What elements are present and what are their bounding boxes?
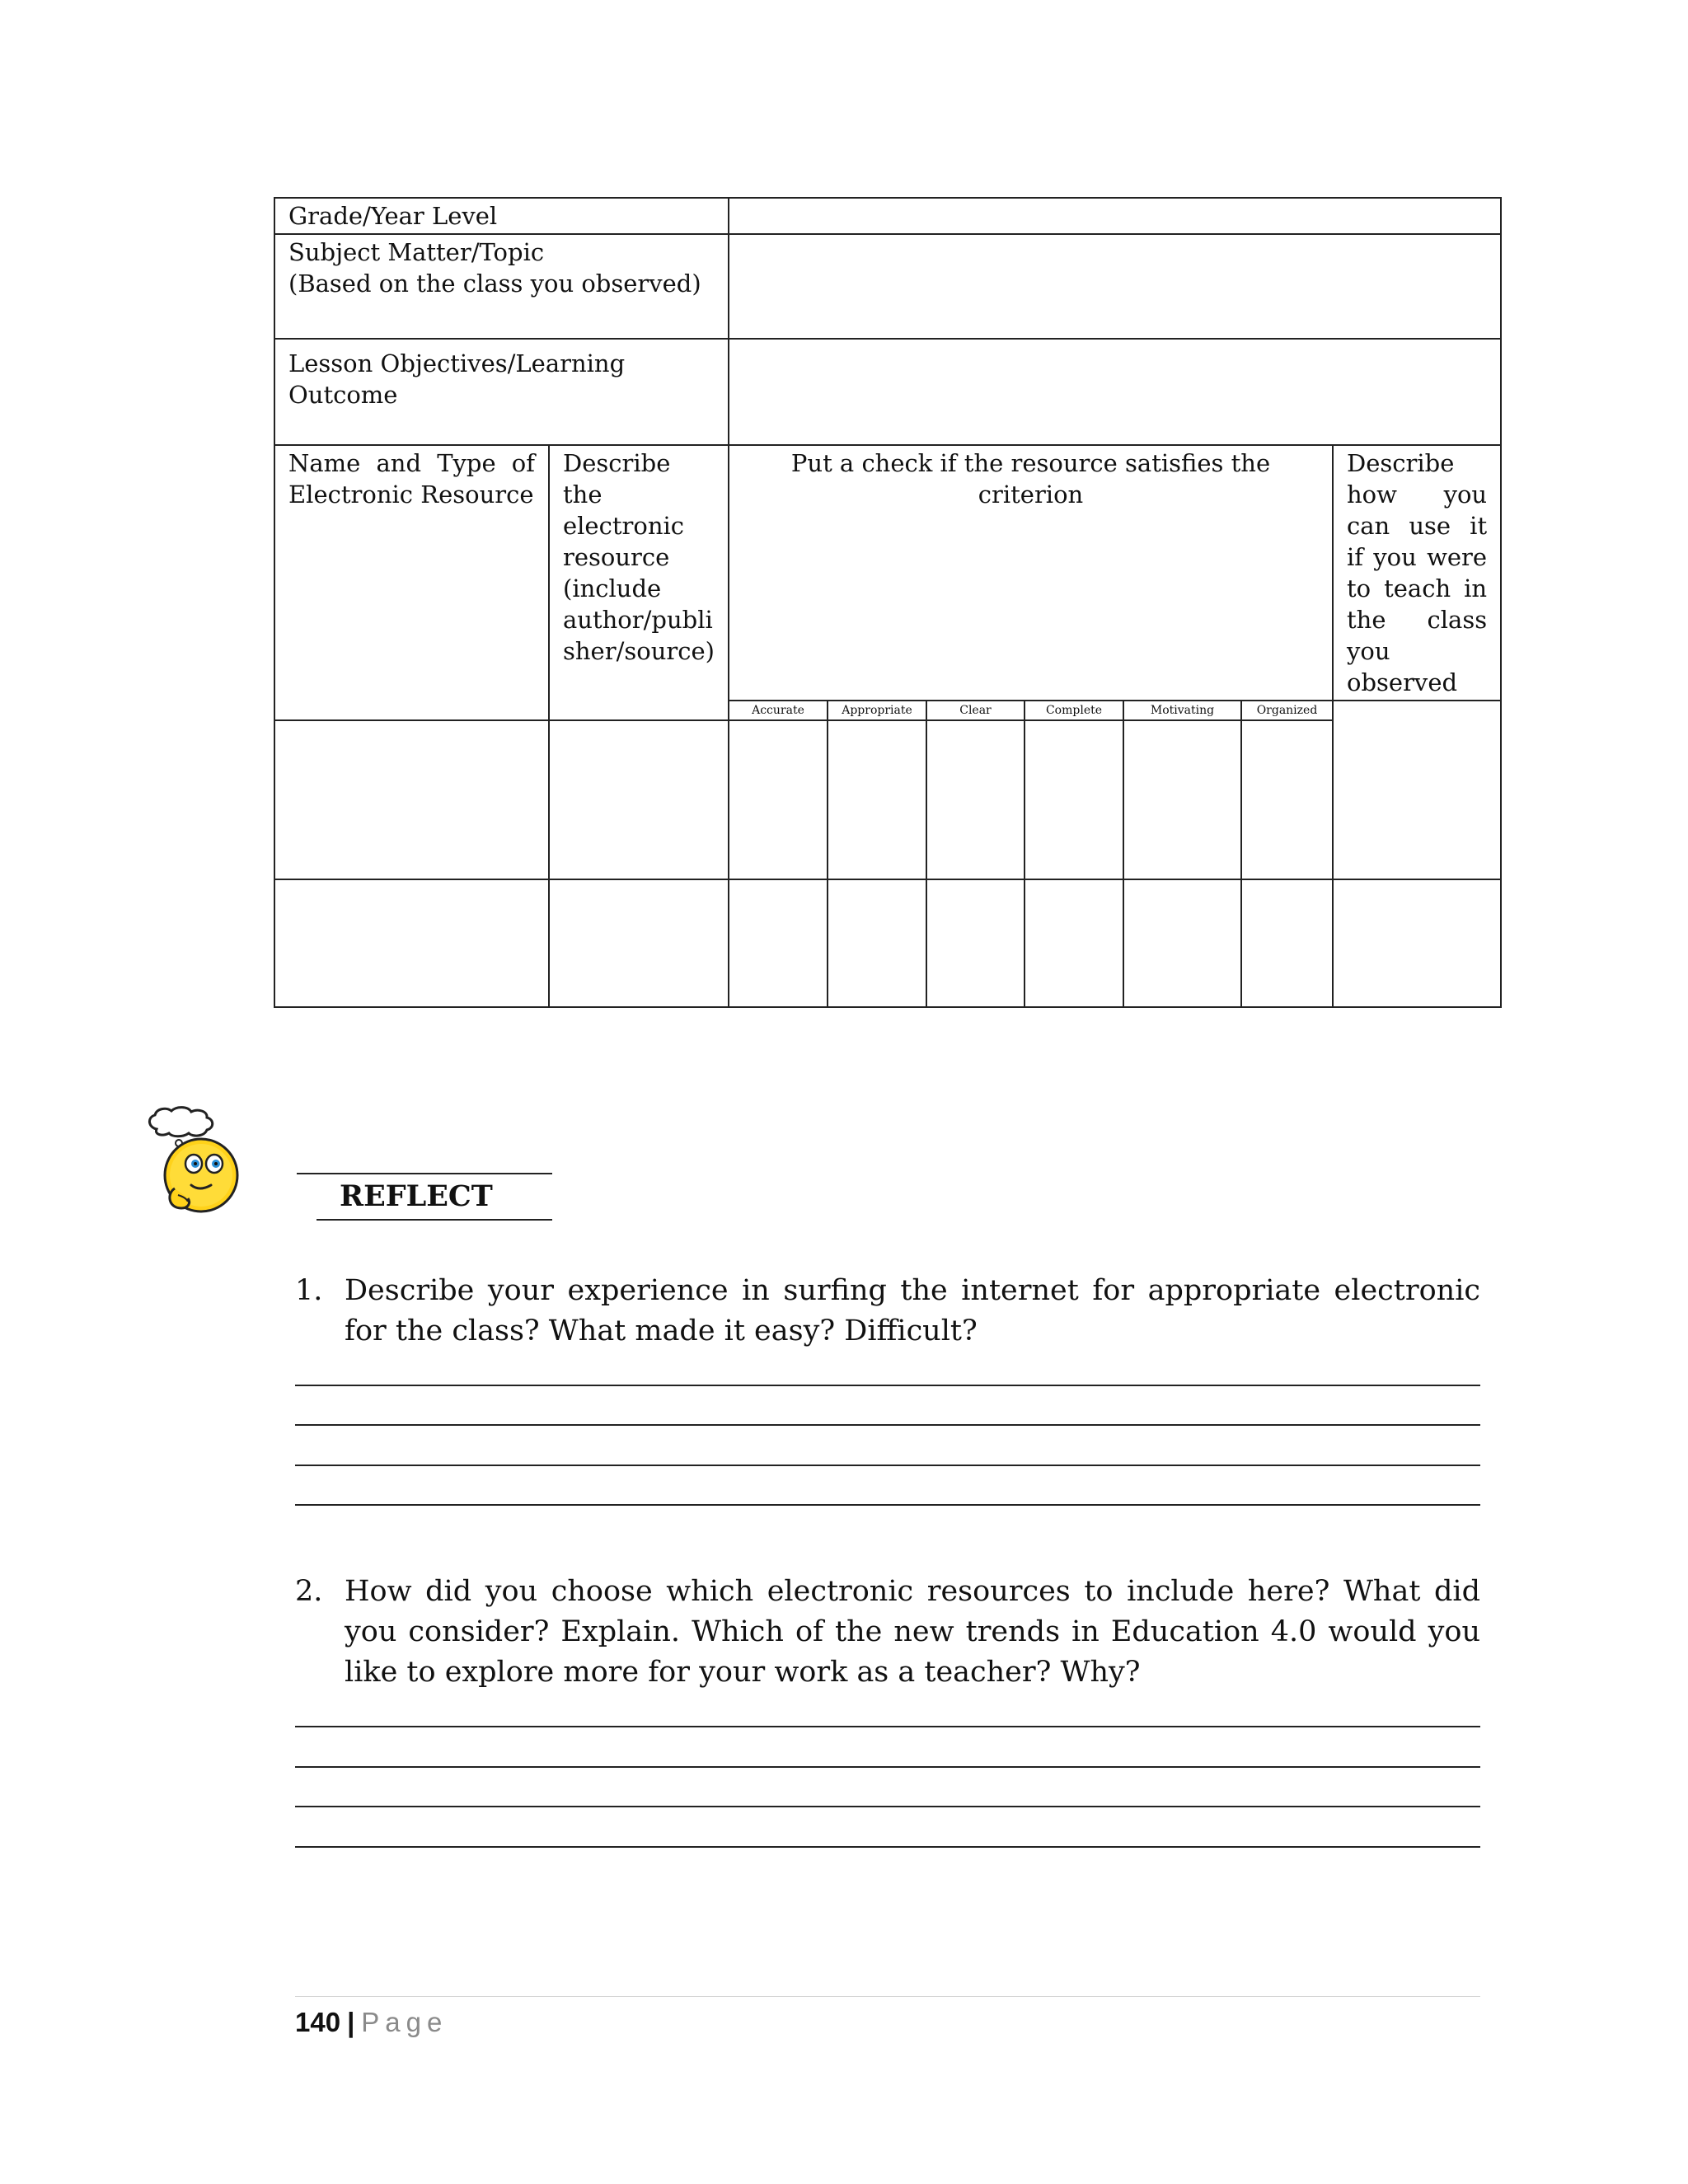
grade-row xyxy=(274,198,1501,234)
objectives-row xyxy=(274,339,1501,445)
criterion-clear: Clear xyxy=(926,701,1025,720)
check-cell-appropriate-1[interactable] xyxy=(828,720,926,879)
question-text: How did you choose which electronic resources to include here? What did you consider? Explain. Which of the new trends in Education 4.0 would you like to explore more for your work as a teacher? Why? xyxy=(345,1575,1480,1689)
thinking-face-icon xyxy=(142,1106,249,1215)
describe-cell-1[interactable] xyxy=(549,720,729,879)
col-header-check: Put a check if the resource satisfies the criterion xyxy=(729,445,1333,701)
criterion-motivating: Motivating xyxy=(1123,701,1241,720)
objectives-value-cell[interactable] xyxy=(729,339,1501,445)
answer-line-2-4[interactable] xyxy=(295,1846,1480,1848)
use-cell-1[interactable] xyxy=(1333,701,1501,879)
objectives-label: Lesson Objectives/Learning Outcome xyxy=(274,339,729,445)
subject-label-line2: (Based on the class you observed) xyxy=(288,269,701,298)
page-label: Page xyxy=(361,2007,448,2037)
col-header-use: Describe how you can use it if you were to teach in the class you observed xyxy=(1333,445,1501,701)
subject-label xyxy=(274,234,729,339)
criterion-accurate: Accurate xyxy=(729,701,828,720)
check-cell-motivating-2[interactable] xyxy=(1123,879,1241,1007)
check-cell-complete-2[interactable] xyxy=(1025,879,1123,1007)
check-cell-organized-2[interactable] xyxy=(1241,879,1333,1007)
check-cell-clear-2[interactable] xyxy=(926,879,1025,1007)
footer-divider xyxy=(295,1996,1480,1997)
col-header-name: Name and Type of Electronic Resource xyxy=(274,445,549,720)
answer-line-2-3[interactable] xyxy=(295,1806,1480,1807)
answer-line-1-2[interactable] xyxy=(295,1424,1480,1426)
header-row xyxy=(274,445,1501,701)
check-cell-motivating-1[interactable] xyxy=(1123,720,1241,879)
question-number: 1. xyxy=(295,1274,323,1307)
answer-line-2-1[interactable] xyxy=(295,1726,1480,1727)
name-cell-2[interactable] xyxy=(274,879,549,1007)
subject-label-line1: Subject Matter/Topic xyxy=(288,238,545,266)
answer-line-1-1[interactable] xyxy=(295,1385,1480,1386)
question-2 xyxy=(295,1572,1480,1693)
question-number: 2. xyxy=(295,1575,323,1608)
page-footer xyxy=(295,2004,448,2041)
check-cell-organized-1[interactable] xyxy=(1241,720,1333,879)
check-cell-appropriate-2[interactable] xyxy=(828,879,926,1007)
criterion-organized: Organized xyxy=(1241,701,1333,720)
subject-value-cell[interactable] xyxy=(729,234,1501,339)
resource-evaluation-table xyxy=(274,197,1502,1008)
footer-separator: | xyxy=(347,2007,355,2037)
criterion-appropriate: Appropriate xyxy=(828,701,926,720)
col-header-describe: Describe the electronic resource (include author/publi sher/source) xyxy=(549,445,729,720)
check-cell-clear-1[interactable] xyxy=(926,720,1025,879)
reflect-rule-top xyxy=(297,1173,552,1174)
check-cell-accurate-1[interactable] xyxy=(729,720,828,879)
name-cell-1[interactable] xyxy=(274,720,549,879)
criterion-complete: Complete xyxy=(1025,701,1123,720)
grade-value-cell[interactable] xyxy=(729,198,1501,234)
use-cell-2[interactable] xyxy=(1333,879,1501,1007)
question-text: Describe your experience in surfing the internet for appropriate electronic for the class? What made it easy? Difficult? xyxy=(345,1274,1480,1347)
reflect-rule-bottom xyxy=(316,1219,552,1221)
reflect-heading: REFLECT xyxy=(340,1179,493,1213)
answer-line-2-2[interactable] xyxy=(295,1766,1480,1768)
check-cell-complete-1[interactable] xyxy=(1025,720,1123,879)
grade-label: Grade/Year Level xyxy=(274,198,729,234)
check-cell-accurate-2[interactable] xyxy=(729,879,828,1007)
question-1 xyxy=(295,1271,1480,1352)
page-number: 140 xyxy=(295,2007,341,2037)
table-row xyxy=(274,720,1501,879)
subject-row xyxy=(274,234,1501,339)
answer-line-1-3[interactable] xyxy=(295,1465,1480,1466)
answer-line-1-4[interactable] xyxy=(295,1504,1480,1506)
describe-cell-2[interactable] xyxy=(549,879,729,1007)
table-row xyxy=(274,879,1501,1007)
